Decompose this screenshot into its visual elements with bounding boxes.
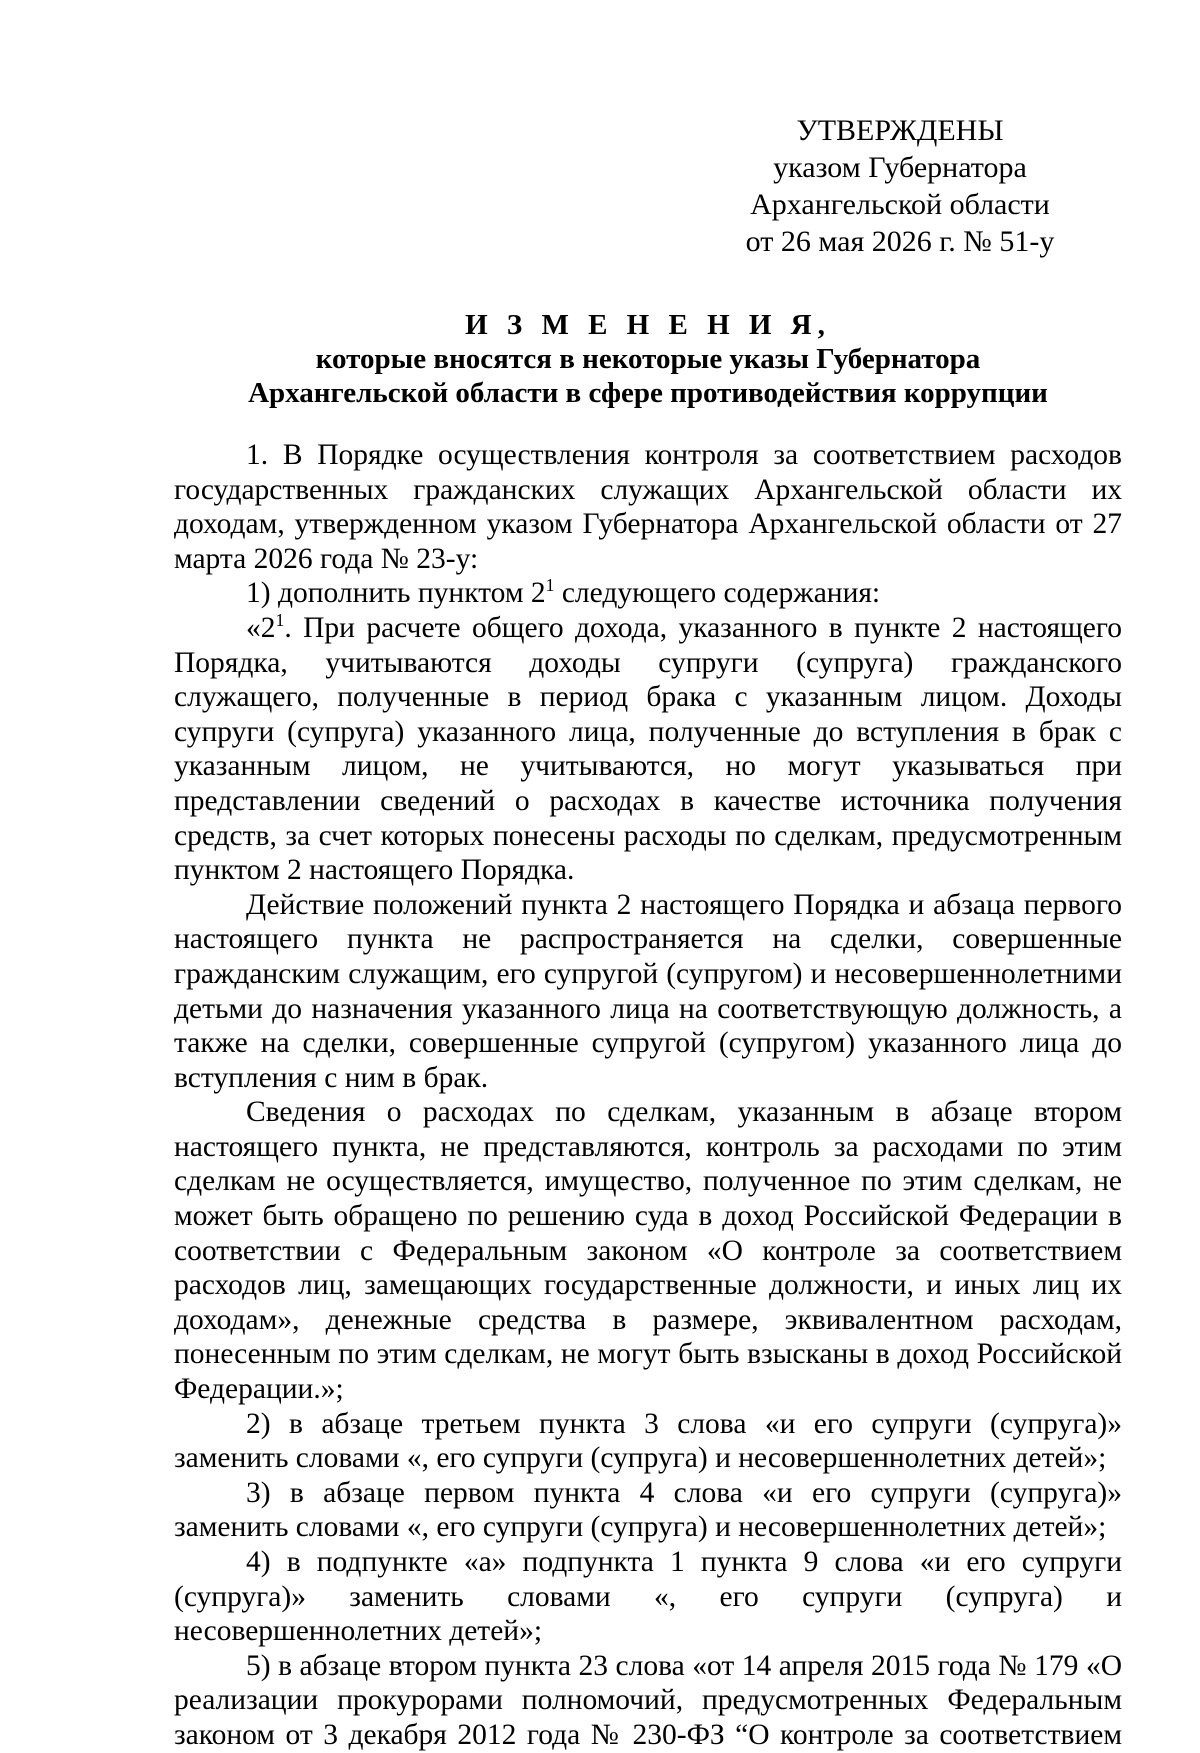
approval-stamp (730, 112, 1070, 260)
paragraph: 4) в подпункте «а» подпункта 1 пункта 9 слова «и его супруги (супруга)» заменить словами «, его супруги (супруга) и несовершеннолетних детей»; (174, 1546, 1122, 1648)
document-subtitle: Архангельской области в сфере противодействия коррупции (248, 377, 1048, 409)
superscript: 1 (275, 610, 285, 631)
approval-line: УТВЕРЖДЕНЫ (796, 114, 1004, 147)
paragraph: Действие положений пункта 2 настоящего Порядка и абзаца первого настоящего пункта не распространяется на сделки, совершенные гражданским служащим, его супругой (супругом) и несовершеннолетними детьми до назначения указанного лица на соответствующую должность, а также на сделки, совершенные супругой (супругом) указанного лица до вступления с ним в брак. (174, 888, 1122, 1094)
approval-line: указом Губернатора (773, 151, 1027, 184)
document-title: И З М Е Н Е Н И Я, (465, 309, 831, 341)
approval-line: Архангельской области (750, 188, 1050, 221)
paragraph: 2) в абзаце третьем пункта 3 слова «и его супруги (супруга)» заменить словами «, его супруги (супруга) и несовершеннолетних детей»; (174, 1407, 1122, 1475)
document-subtitle: которые вносятся в некоторые указы Губернатора (315, 343, 981, 375)
approval-line: от 26 мая 2026 г. № 51-у (745, 225, 1055, 258)
paragraph (174, 576, 1122, 611)
paragraph: 3) в абзаце первом пункта 4 слова «и его супруги (супруга)» заменить словами «, его супруги (супруга) и несовершеннолетних детей»; (174, 1476, 1122, 1544)
paragraph-text: «2 (246, 611, 276, 644)
document-body (174, 438, 1122, 1753)
paragraph: Сведения о расходах по сделкам, указанным в абзаце втором настоящего пункта, не представляются, контроль за расходами по этим сделкам не осуществляется, имущество, полученное по этим сделкам, не может быть обращено по решению суда в доход Российской Федерации в соответствии с Федеральным законом «О контроле за соответствием расходов лиц, замещающих государственные должности, и иных лиц их доходам», денежные средства в размере, эквивалентном расходам, понесенным по этим сделкам, не могут быть взысканы в доход Российской Федерации.»; (174, 1096, 1122, 1406)
superscript: 1 (545, 575, 555, 596)
paragraph: 5) в абзаце втором пункта 23 слова «от 14 апреля 2015 года № 179 «О реализации прокурорами полномочий, предусмотренных Федеральным законом от 3 декабря 2012 года № 230-ФЗ “О контроле за соответствием (174, 1649, 1122, 1751)
paragraph (174, 611, 1122, 888)
paragraph-text: 1) дополнить пунктом 2 (246, 577, 546, 610)
document-heading (174, 308, 1122, 410)
paragraph: 1. В Порядке осуществления контроля за соответствием расходов государственных гражданских служащих Архангельской области их доходам, утвержденном указом Губернатора Архангельской области от 27 марта 2026 года № 23-у: (174, 439, 1122, 575)
paragraph-text: следующего содержания: (554, 577, 881, 610)
paragraph-text: . При расчете общего дохода, указанного в пункте 2 настоящего Порядка, учитываются доходы супруги (супруга) гражданского служащего, полученные в период брака с указанным лицом. Доходы супруги (супруга) указанного лица, полученные до вступления в брак с указанным лицом, не учитываются, но могут указываться при представлении сведений о расходах в качестве источника получения средств, за счет которых понесены расходы по сделкам, предусмотренным пунктом 2 настоящего Порядка. (174, 611, 1122, 887)
